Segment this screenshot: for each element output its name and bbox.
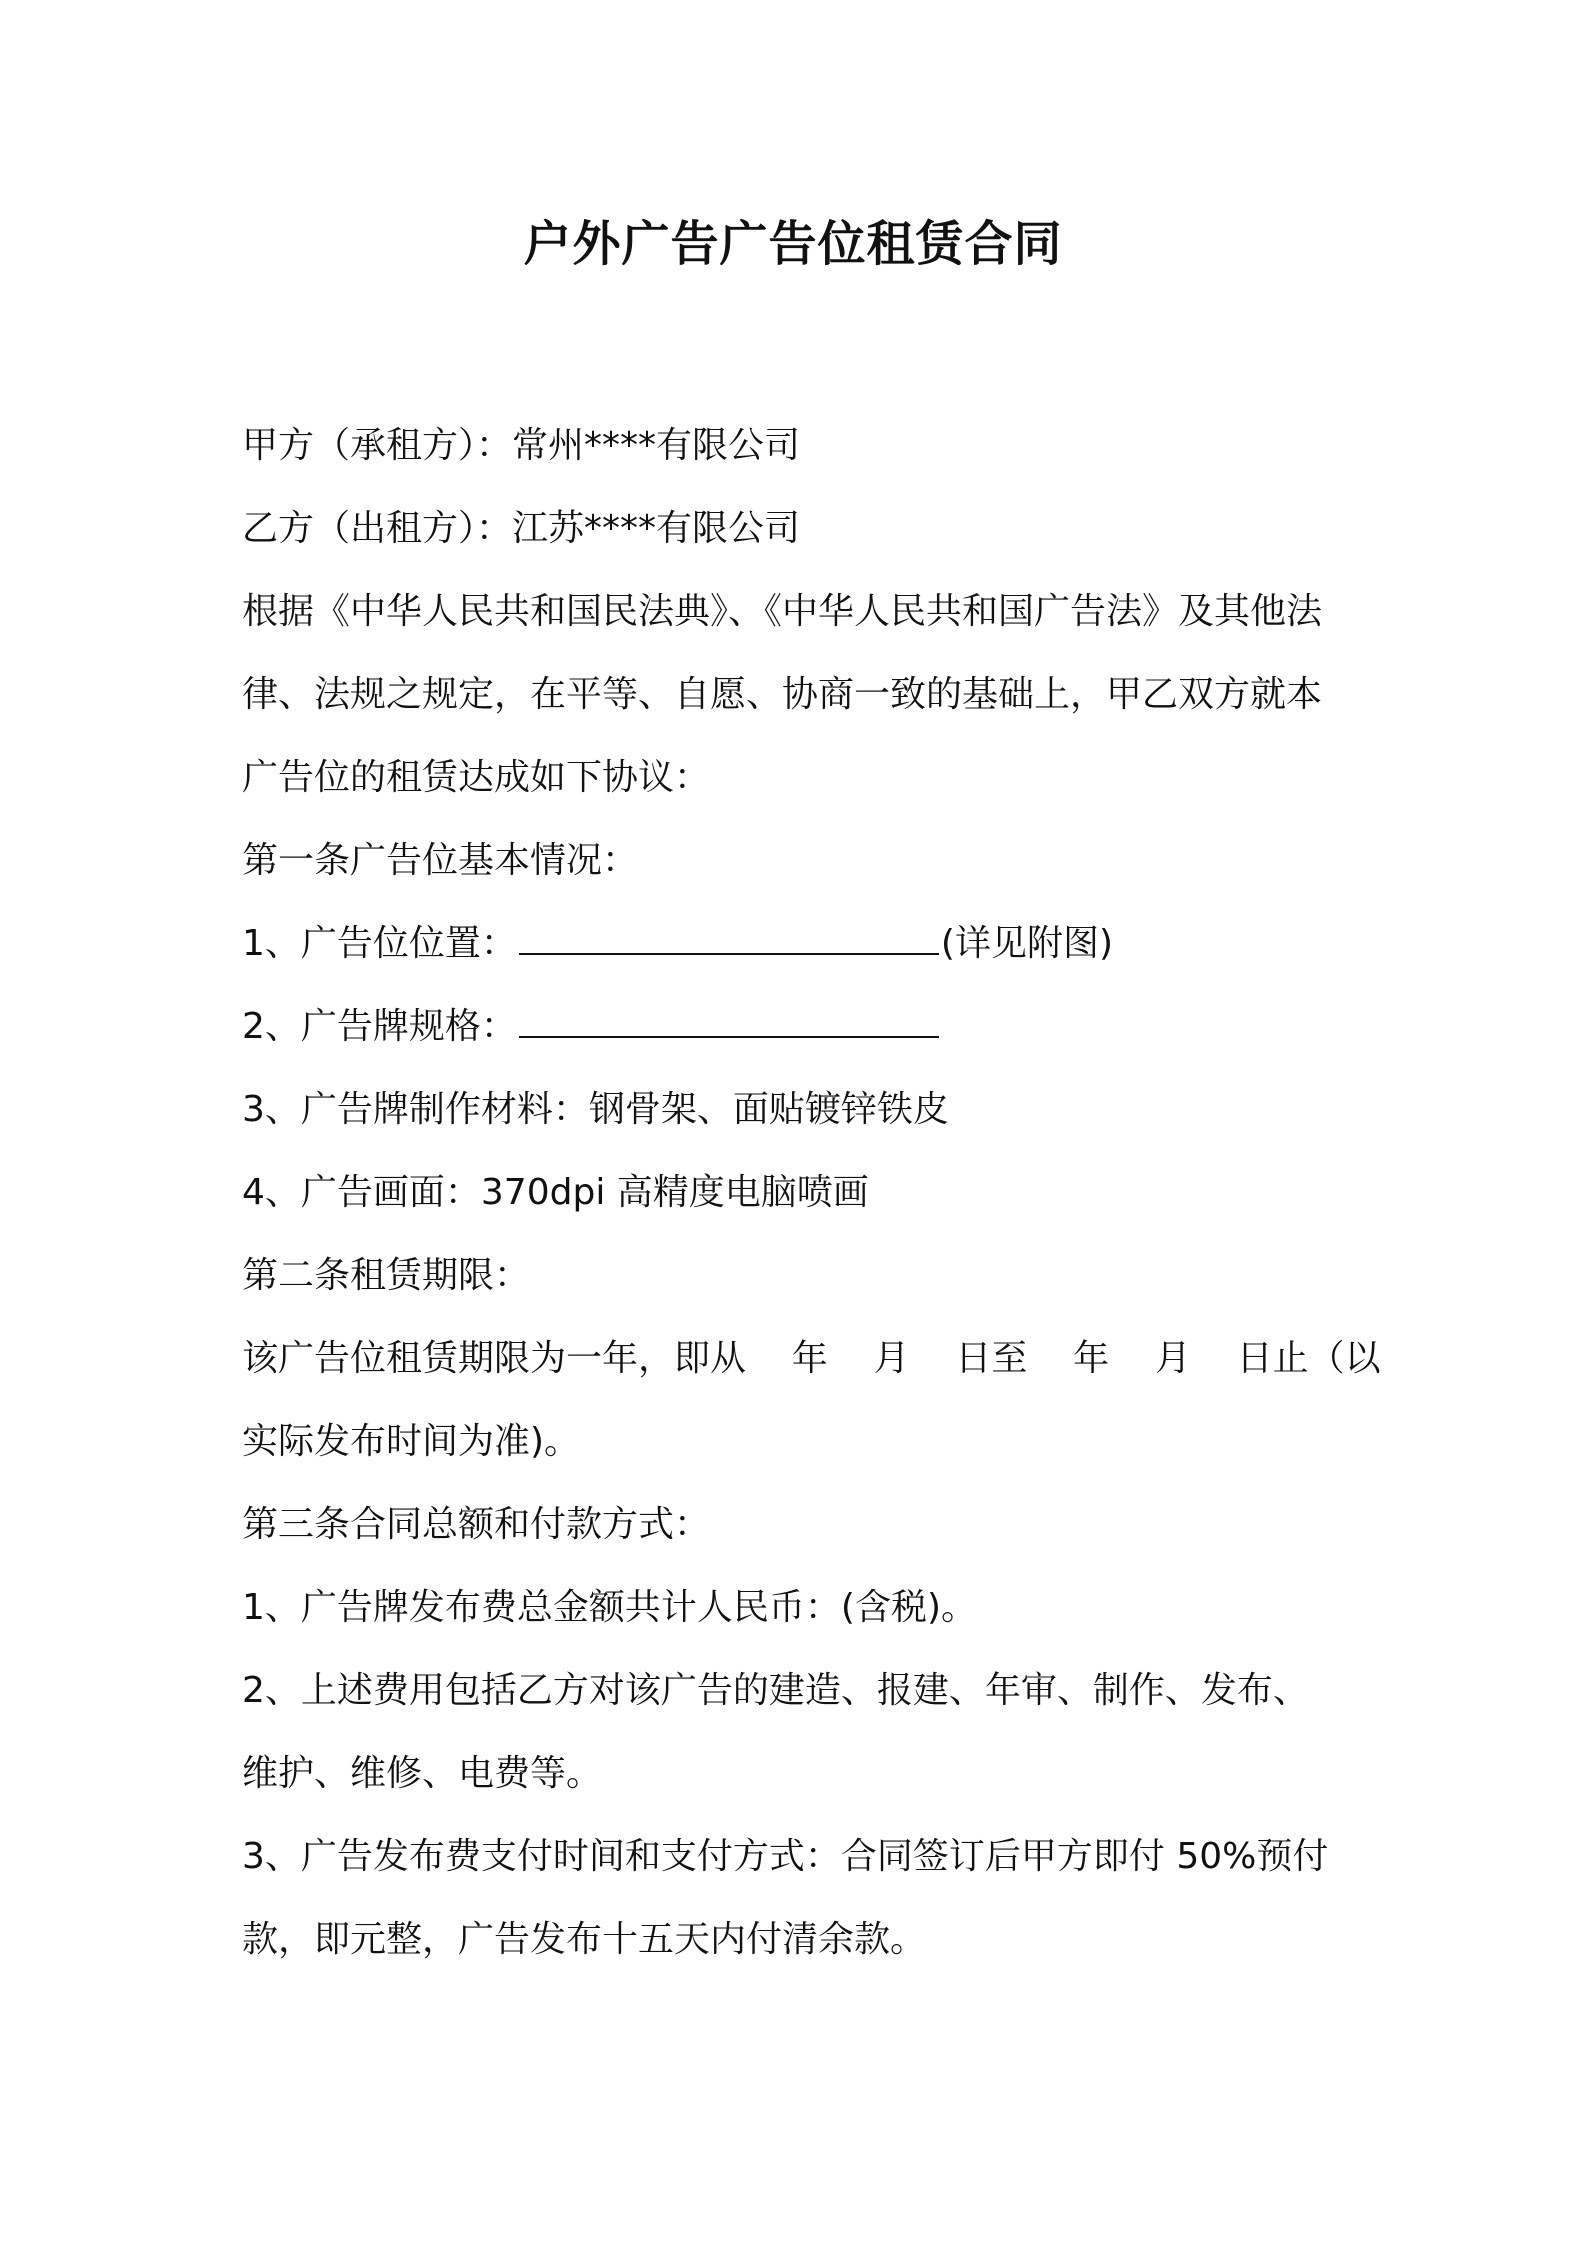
- article1-heading: 第一条广告位基本情况：: [242, 840, 639, 881]
- article1-item1: [242, 902, 1362, 985]
- article2-heading: 第二条租赁期限：: [242, 1255, 531, 1296]
- article1-item3: 3、广告牌制作材料：钢骨架、面贴镀锌铁皮: [242, 1089, 949, 1130]
- article3-item2-line: 2、上述费用包括乙方对该广告的建造、报建、年审、制作、发布、: [242, 1670, 1309, 1711]
- item2-label: 2、广告牌规格：: [242, 1006, 517, 1047]
- article1-item4: 4、广告画面：370dpi 高精度电脑喷画: [242, 1172, 869, 1213]
- document-body: [242, 404, 1381, 1981]
- article2-line: 实际发布时间为准)。: [242, 1421, 581, 1462]
- item1-label: 1、广告位位置：: [242, 923, 517, 964]
- item1-suffix: (详见附图): [940, 923, 1113, 964]
- article3-item1: 1、广告牌发布费总金额共计人民币：(含税)。: [242, 1587, 977, 1628]
- location-blank: [519, 905, 939, 955]
- preamble-line: 律、法规之规定，在平等、自愿、协商一致的基础上，甲乙双方就本: [242, 674, 1323, 715]
- article2-line: 该广告位租赁期限为一年，即从 年 月 日至 年 月 日止（以: [242, 1338, 1381, 1379]
- party-b: 乙方（出租方）：江苏****有限公司: [242, 508, 801, 549]
- article1-item2: [242, 985, 1362, 1068]
- article3-item3-line: 款，即元整，广告发布十五天内付清余款。: [242, 1919, 927, 1960]
- preamble-line: 根据《中华人民共和国民法典》、《中华人民共和国广告法》及其他法: [242, 591, 1323, 632]
- party-a: 甲方（承租方）：常州****有限公司: [242, 425, 801, 466]
- document-title: 户外广告广告位租赁合同: [523, 216, 1063, 272]
- article3-item2-line: 维护、维修、电费等。: [242, 1753, 603, 1794]
- spec-blank: [519, 988, 939, 1038]
- article3-heading: 第三条合同总额和付款方式：: [242, 1504, 711, 1545]
- preamble-line: 广告位的租赁达成如下协议：: [242, 757, 711, 798]
- article3-item3-line: 3、广告发布费支付时间和支付方式：合同签订后甲方即付 50%预付: [242, 1836, 1329, 1877]
